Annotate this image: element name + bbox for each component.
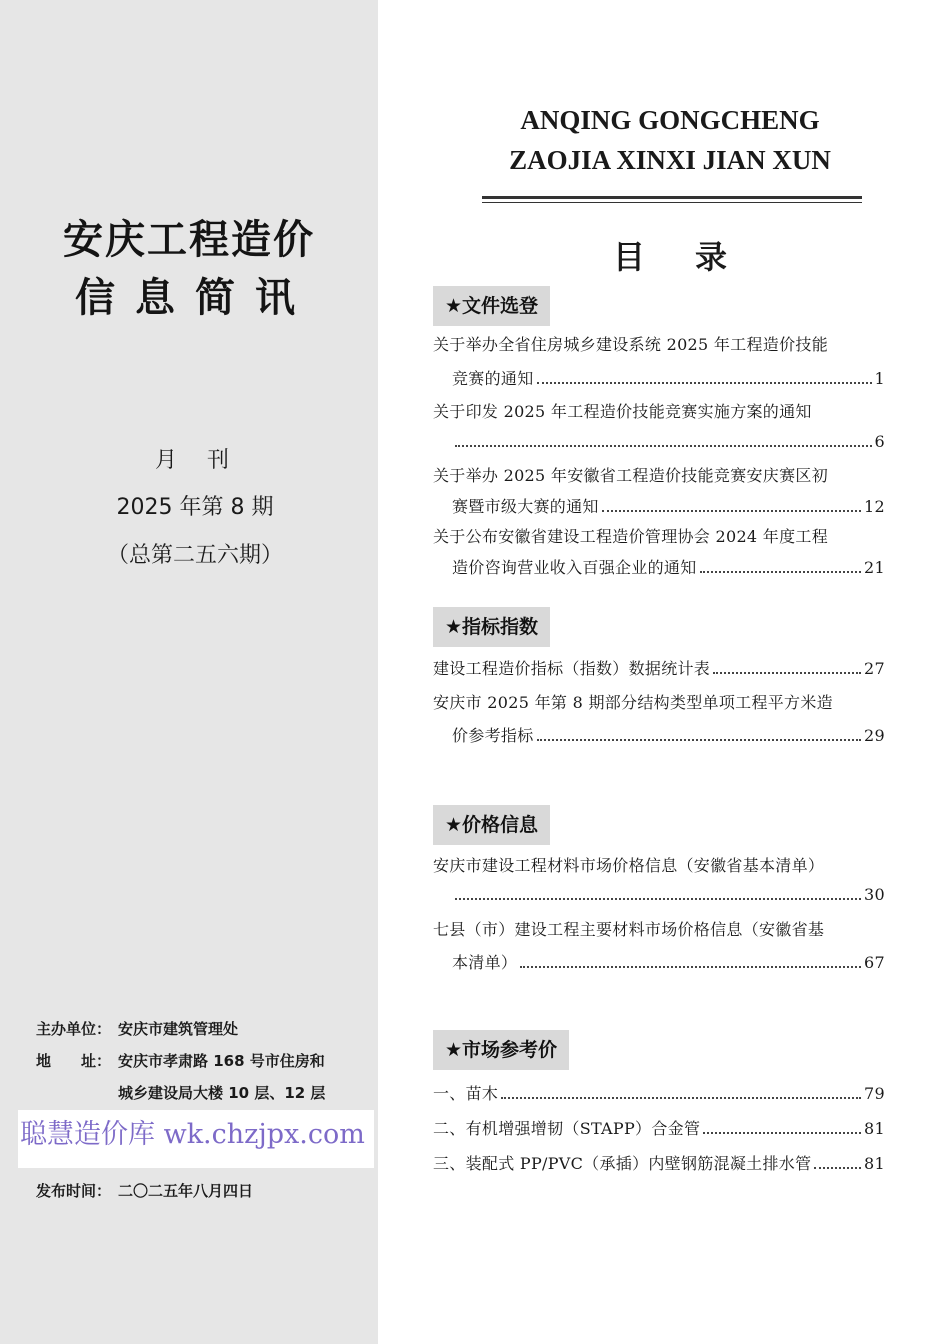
date-label: 发布时间：	[36, 1182, 112, 1200]
section-market-reference: ★市场参考价	[433, 1030, 569, 1070]
section-prices: ★价格信息	[433, 805, 550, 845]
toc-entry-10-text: 二、有机增强增韧（STAPP）合金管	[433, 1119, 701, 1138]
cover-title-line1: 安庆工程造价	[63, 217, 315, 263]
watermark-banner: 聪慧造价库 wk.chzjpx.com	[18, 1110, 374, 1168]
toc-entry-4-line1[interactable]: 关于公布安徽省建设工程造价管理协会 2024 年度工程	[433, 527, 828, 546]
english-title-line2: ZAOJIA XINXI JIAN XUN	[509, 145, 831, 175]
issue-type: 月刊	[154, 448, 259, 473]
toc-entry-9[interactable]	[433, 1081, 885, 1104]
address-info	[36, 1050, 325, 1071]
toc-entry-10-page: 81	[864, 1119, 885, 1138]
toc-entry-11-text: 三、装配式 PP/PVC（承插）内壁钢筋混凝土排水管	[433, 1154, 812, 1173]
toc-entry-6-line1[interactable]: 安庆市 2025 年第 8 期部分结构类型单项工程平方米造	[433, 693, 833, 712]
toc-entry-4-text: 造价咨询营业收入百强企业的通知	[452, 558, 697, 577]
leader-dots	[455, 445, 872, 447]
toc-entry-10[interactable]	[433, 1116, 885, 1139]
leader-dots	[537, 739, 862, 741]
section-files: ★文件选登	[433, 286, 550, 326]
toc-entry-6-page: 29	[864, 726, 885, 745]
title-rule-thick	[482, 196, 862, 199]
release-date-info	[36, 1180, 253, 1201]
toc-entry-6-line2[interactable]	[452, 723, 885, 746]
host-value: 安庆市建筑管理处	[118, 1020, 239, 1038]
toc-entry-3-line2[interactable]	[452, 494, 885, 517]
toc-entry-2-line2[interactable]	[452, 432, 885, 451]
issue-number: 2025 年第 8 期	[116, 495, 274, 520]
leader-dots	[814, 1167, 861, 1169]
toc-entry-7-page: 30	[864, 885, 885, 904]
english-title-line1: ANQING GONGCHENG	[520, 105, 820, 135]
toc-entry-9-text: 一、苗木	[433, 1084, 499, 1103]
toc-entry-11[interactable]	[433, 1151, 885, 1174]
toc-entry-3-text: 赛暨市级大赛的通知	[452, 497, 599, 516]
date-value: 二〇二五年八月四日	[118, 1182, 254, 1200]
toc-entry-8-line1[interactable]: 七县（市）建设工程主要材料市场价格信息（安徽省基	[433, 920, 825, 939]
toc-entry-1-page: 1	[874, 369, 885, 388]
toc-entry-1-line1[interactable]: 关于举办全省住房城乡建设系统 2025 年工程造价技能	[433, 335, 828, 354]
toc-entry-2-page: 6	[874, 432, 885, 451]
host-label: 主办单位：	[36, 1020, 112, 1038]
toc-entry-4-page: 21	[864, 558, 885, 577]
leader-dots	[700, 571, 862, 573]
toc-entry-7-line1[interactable]: 安庆市建设工程材料市场价格信息（安徽省基本清单）	[433, 856, 825, 875]
toc-entry-8-text: 本清单）	[452, 953, 518, 972]
leader-dots	[703, 1132, 861, 1134]
leader-dots	[520, 966, 861, 968]
leader-dots	[537, 382, 872, 384]
cover-title-line2: 信息简讯	[75, 275, 315, 321]
toc-entry-9-page: 79	[864, 1084, 885, 1103]
leader-dots	[501, 1097, 861, 1099]
leader-dots	[713, 672, 861, 674]
toc-entry-6-text: 价参考指标	[452, 726, 534, 745]
leader-dots	[602, 510, 861, 512]
title-rule-thin	[482, 202, 862, 203]
host-info	[36, 1018, 238, 1039]
toc-entry-1-text: 竞赛的通知	[452, 369, 534, 388]
address-line2: 城乡建设局大楼 10 层、12 层	[118, 1084, 326, 1102]
issue-total: （总第二五六期）	[106, 543, 283, 568]
address-line1: 安庆市孝肃路 168 号市住房和	[118, 1052, 325, 1070]
toc-entry-8-line2[interactable]	[452, 950, 885, 973]
section-indices: ★指标指数	[433, 607, 550, 647]
toc-entry-4-line2[interactable]	[452, 555, 885, 578]
toc-entry-7-line2[interactable]	[452, 885, 885, 904]
toc-entry-1-line2[interactable]	[452, 366, 885, 389]
toc-entry-2-line1[interactable]: 关于印发 2025 年工程造价技能竞赛实施方案的通知	[433, 402, 812, 421]
toc-entry-3-page: 12	[864, 497, 885, 516]
toc-entry-5-page: 27	[864, 659, 885, 678]
toc-entry-5[interactable]	[433, 656, 885, 679]
toc-entry-5-text: 建设工程造价指标（指数）数据统计表	[433, 659, 711, 678]
cover-panel	[0, 0, 378, 1344]
toc-heading: 目录	[612, 238, 777, 276]
toc-entry-11-page: 81	[864, 1154, 885, 1173]
address-label: 地 址：	[36, 1052, 112, 1070]
toc-entry-3-line1[interactable]: 关于举办 2025 年安徽省工程造价技能竞赛安庆赛区初	[433, 466, 828, 485]
toc-entry-8-page: 67	[864, 953, 885, 972]
leader-dots	[455, 898, 861, 900]
